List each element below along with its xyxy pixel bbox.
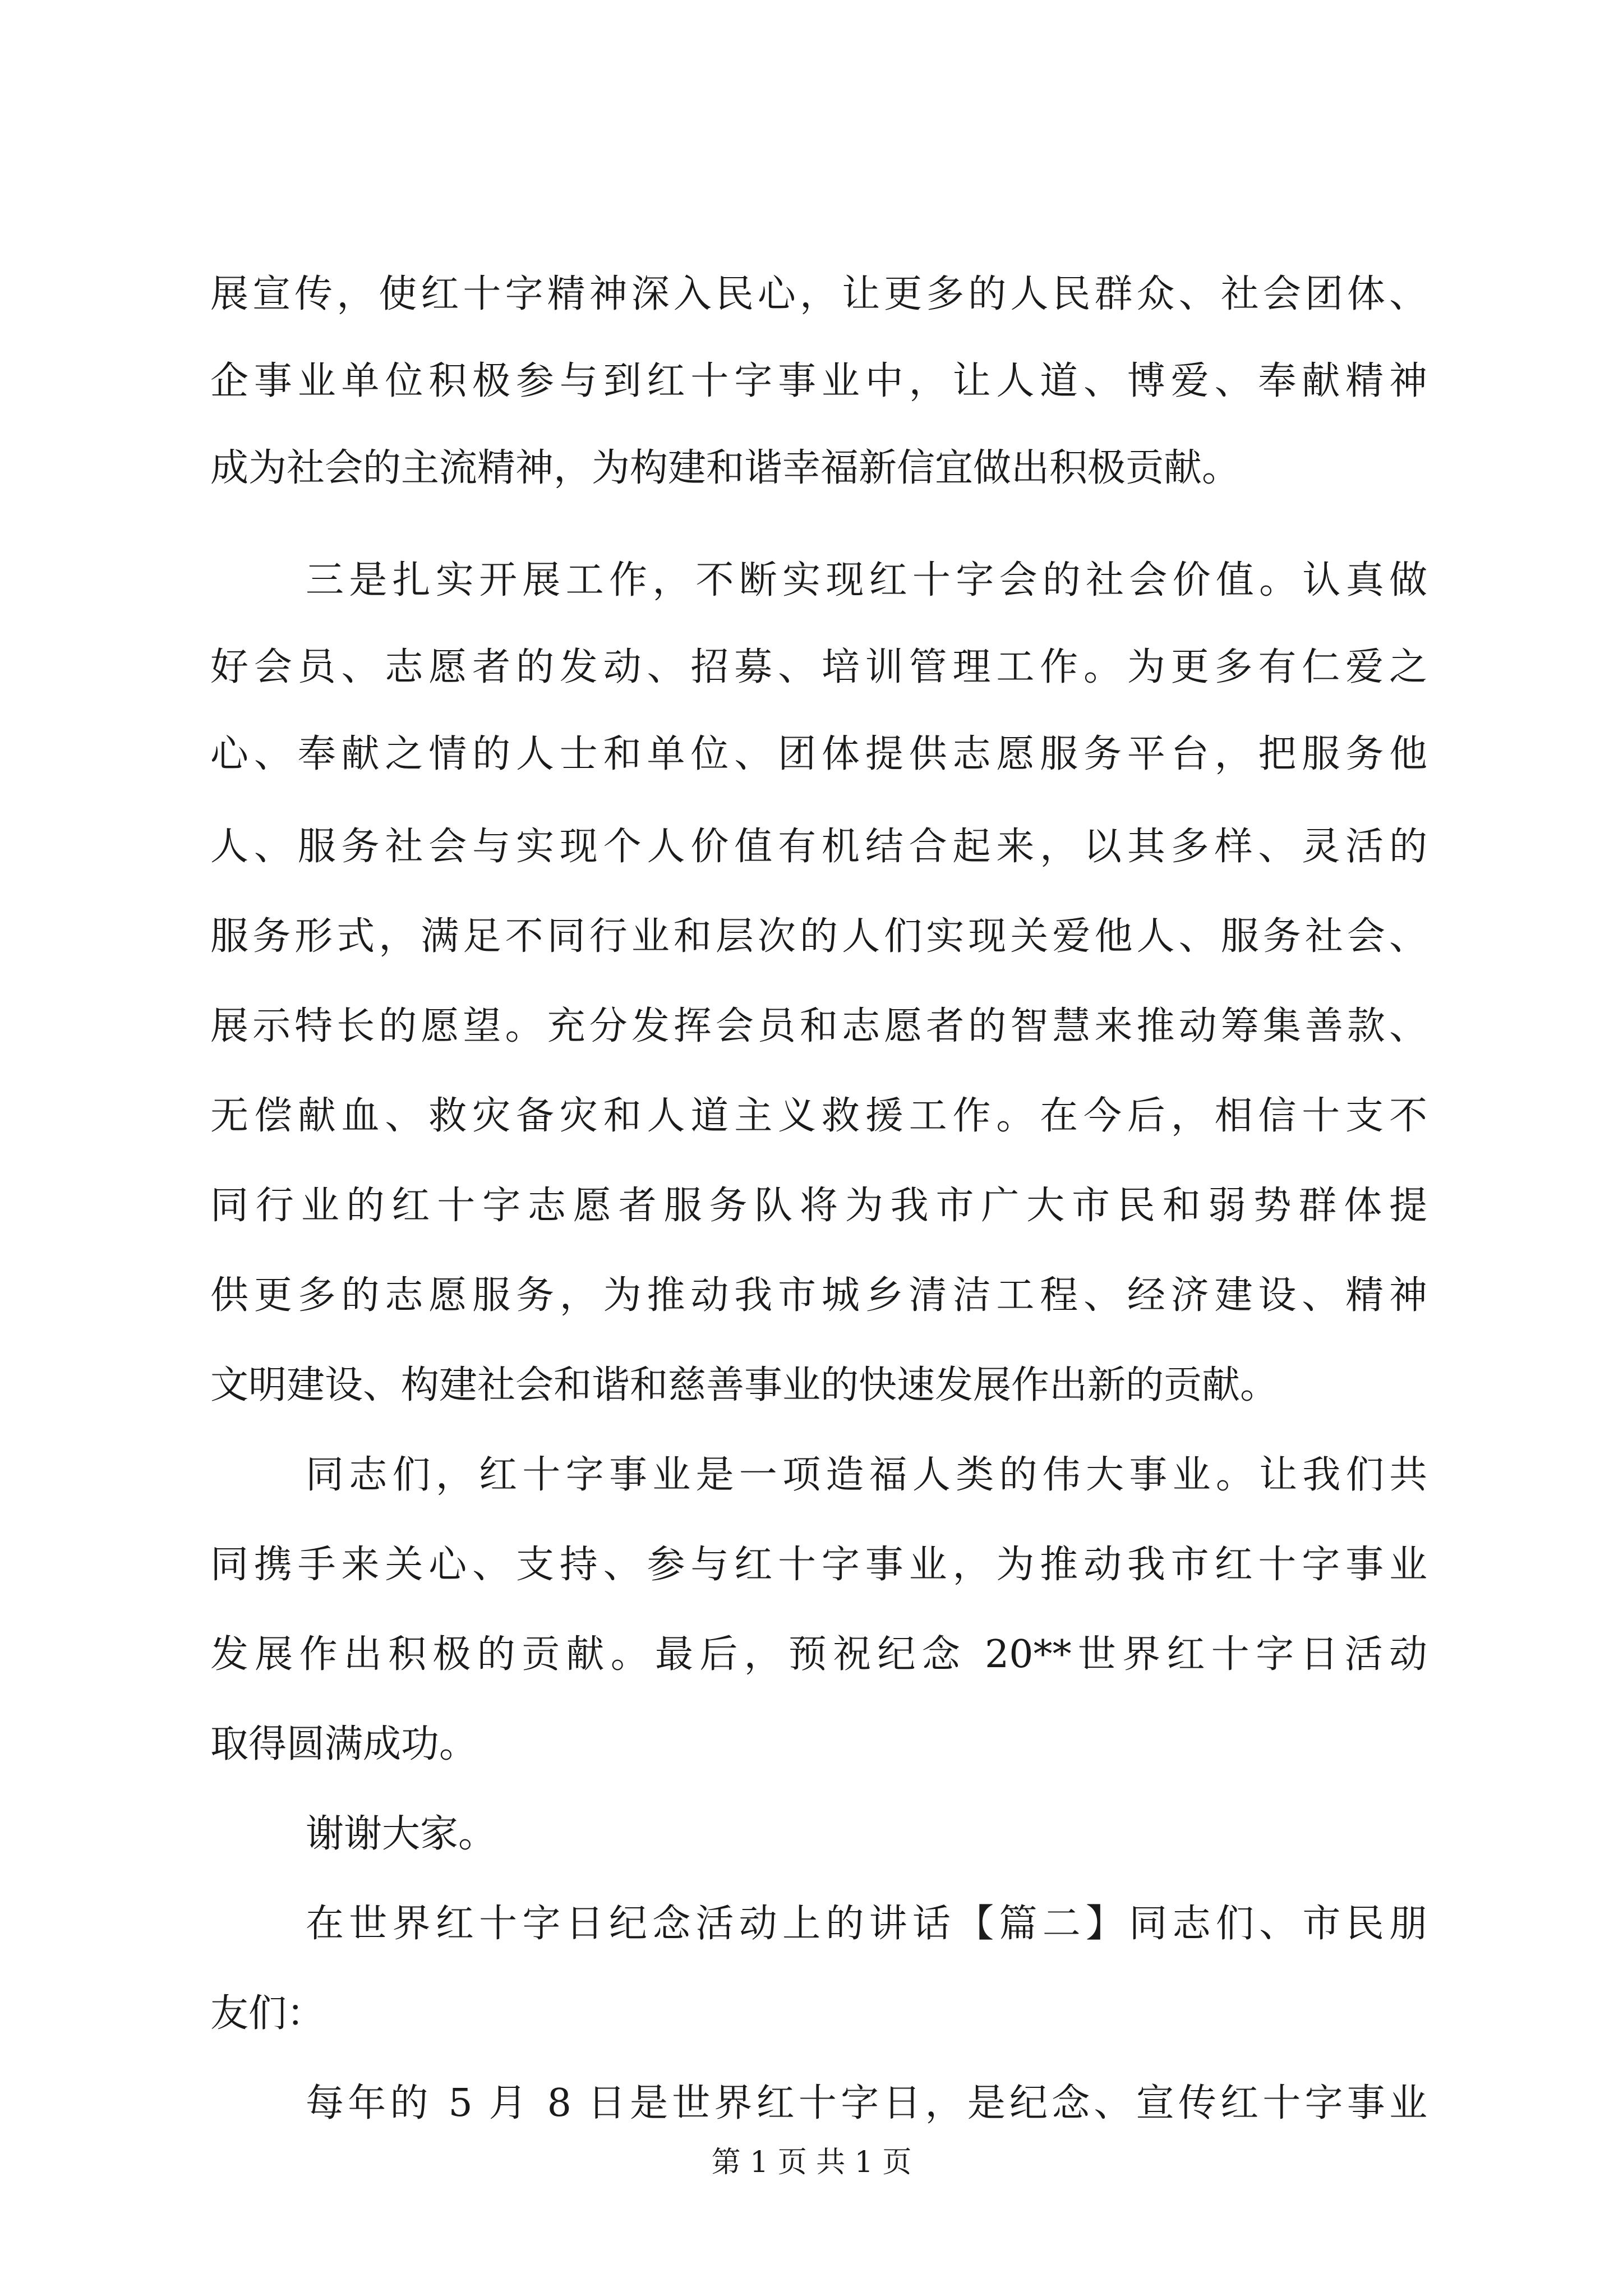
text-line: 同志们，红十字事业是一项造福人类的伟大事业。让我们共 <box>306 1453 1427 1497</box>
text-line: 同携手来关心、支持、参与红十字事业，为推动我市红十字事业 <box>210 1543 1427 1587</box>
text-line: 供更多的志愿服务，为推动我市城乡清洁工程、经济建设、精神 <box>210 1273 1427 1318</box>
text-line: 每年的 5 月 8 日是世界红十字日，是纪念、宣传红十字事业 <box>306 2081 1427 2125</box>
text-line: 好会员、志愿者的发动、招募、培训管理工作。为更多有仁爱之 <box>210 645 1427 689</box>
text-line: 展宣传，使红十字精神深入民心，让更多的人民群众、社会团体、 <box>210 272 1427 316</box>
text-line: 在世界红十字日纪念活动上的讲话【篇二】同志们、市民朋 <box>306 1902 1427 1946</box>
text-line: 无偿献血、救灾备灾和人道主义救援工作。在今后，相信十支不 <box>210 1094 1427 1138</box>
text-line: 友们： <box>210 1991 325 2036</box>
text-line: 三是扎实开展工作，不断实现红十字会的社会价值。认真做 <box>306 558 1427 602</box>
text-line: 文明建设、构建社会和谐和慈善事业的快速发展作出新的贡献。 <box>210 1363 1279 1407</box>
text-line: 成为社会的主流精神，为构建和谐幸福新信宜做出积极贡献。 <box>210 446 1241 490</box>
text-line: 展示特长的愿望。充分发挥会员和志愿者的智慧来推动筹集善款、 <box>210 1004 1427 1048</box>
text-line: 心、奉献之情的人士和单位、团体提供志愿服务平台，把服务他 <box>210 732 1427 776</box>
text-line: 同行业的红十字志愿者服务队将为我市广大市民和弱势群体提 <box>210 1184 1427 1228</box>
text-line: 服务形式，满足不同行业和层次的人们实现关爱他人、服务社会、 <box>210 914 1427 959</box>
text-line: 取得圆满成功。 <box>210 1722 478 1766</box>
text-line: 发展作出积极的贡献。最后，预祝纪念 20**世界红十字日活动 <box>210 1632 1427 1677</box>
text-line: 企事业单位积极参与到红十字事业中，让人道、博爱、奉献精神 <box>210 359 1427 403</box>
text-line: 人、服务社会与实现个人价值有机结合起来，以其多样、灵活的 <box>210 825 1427 869</box>
text-line: 谢谢大家。 <box>306 1812 497 1856</box>
page-footer: 第 1 页 共 1 页 <box>711 2146 912 2179</box>
